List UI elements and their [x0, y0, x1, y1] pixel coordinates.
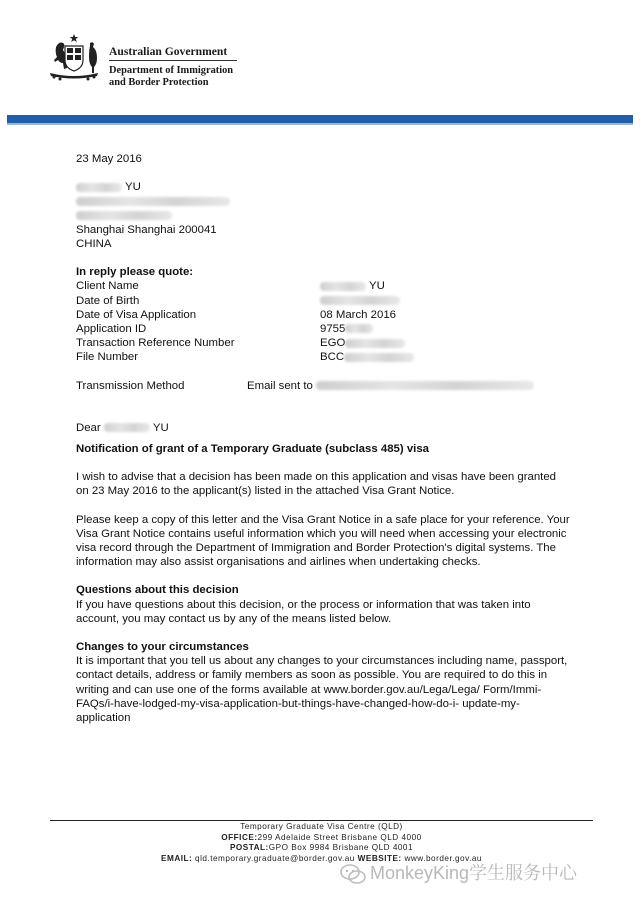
transmission-value: Email sent to	[247, 379, 534, 393]
quote-row-date-of-birth	[76, 294, 576, 308]
department-line-1: Department of Immigration	[109, 65, 234, 76]
recipient-address	[76, 180, 576, 251]
quote-label: Transaction Reference Number	[76, 337, 235, 350]
paragraph-decision: I wish to advise that a decision has been made on this application and visas have been granted on 23 May 2016 to the applicant(s) listed in the attached Visa Grant Notice.	[76, 471, 556, 498]
recipient-country: CHINA	[76, 238, 112, 251]
transmission-method-row	[76, 379, 576, 393]
quote-heading: In reply please quote:	[76, 266, 194, 279]
watermark-text: MonkeyKing学生服务中心	[370, 863, 578, 883]
letterhead	[44, 33, 274, 93]
coat-of-arms-icon	[44, 33, 104, 83]
quote-label: File Number	[76, 351, 139, 364]
wechat-icon	[340, 863, 366, 885]
questions-text: If you have questions about this decision, or the process or information that was taken into account, you may contact us by any of the means listed below.	[76, 598, 531, 625]
quote-row-client-name	[76, 279, 576, 293]
letterhead-rule	[109, 60, 237, 61]
redacted-given-name	[76, 183, 122, 192]
quote-label: Date of Visa Application	[76, 308, 197, 321]
recipient-name	[76, 180, 576, 194]
transmission-label: Transmission Method	[76, 379, 185, 392]
quote-row-file-number	[76, 350, 576, 364]
watermark	[340, 858, 630, 888]
quote-row-application-date	[76, 308, 576, 322]
quote-value: EGO	[320, 336, 405, 350]
quote-value: 9755	[320, 322, 373, 336]
questions-section	[76, 583, 571, 626]
letter-body	[76, 152, 576, 725]
quote-row-application-id	[76, 322, 576, 336]
redacted-address-line-2	[76, 209, 576, 223]
salutation: Dear YU	[76, 421, 169, 434]
paragraph-keep-copy: Please keep a copy of this letter and the Visa Grant Notice in a safe place for your reference. Your Visa Grant Notice contains useful information which you will need when accessing your electronic visa record through the Department of Immigration and Border Protection's digital systems. The information may also assist organisations and airlines when undertaking checks.	[76, 513, 570, 569]
redacted-address-line-1	[76, 194, 576, 208]
header-band	[7, 115, 633, 123]
quote-label: Client Name	[76, 280, 139, 293]
header-band-shadow	[7, 123, 633, 125]
redacted-email	[316, 381, 534, 390]
footer-centre: Temporary Graduate Visa Centre (QLD)	[240, 822, 403, 831]
letter-date: 23 May 2016	[76, 153, 142, 165]
footer-contact: EMAIL: qld.temporary.graduate@border.gov.au WEBSITE: www.border.gov.au	[161, 853, 482, 863]
questions-heading: Questions about this decision	[76, 584, 239, 597]
recipient-city: Shanghai Shanghai 200041	[76, 223, 217, 236]
quote-value: 08 March 2016	[320, 308, 396, 321]
quote-label: Date of Birth	[76, 294, 140, 307]
letter-subject: Notification of grant of a Temporary Graduate (subclass 485) visa	[76, 442, 429, 455]
quote-value: YU	[320, 279, 385, 293]
reply-quote-block	[76, 265, 576, 364]
quote-value: BCC	[320, 350, 414, 364]
department-name	[109, 65, 233, 89]
quote-row-transaction-ref	[76, 336, 576, 350]
footer-office: OFFICE:299 Adelaide Street Brisbane QLD 4000	[221, 832, 422, 842]
recipient-surname: YU	[124, 181, 141, 194]
changes-heading: Changes to your circumstances	[76, 640, 249, 653]
changes-section	[76, 640, 571, 725]
footer-rule	[50, 820, 593, 821]
quote-label: Application ID	[76, 322, 147, 335]
footer-postal: POSTAL:GPO Box 9984 Brisbane QLD 4001	[229, 843, 414, 853]
department-line-2: and Border Protection	[109, 77, 209, 88]
government-name: Australian Government	[109, 45, 228, 58]
changes-text: It is important that you tell us about any changes to your circumstances including name, passport, contact details, address or family members as soon as possible. You are required to do this in writing and can use one of the forms available at www.border.gov.au/Lega/Lega/ Form/Immi-FAQs/i-have-lodged-my-visa-application-but-things-have-changed-how-do-i- update-my-application	[76, 655, 568, 724]
quote-value	[320, 294, 400, 308]
